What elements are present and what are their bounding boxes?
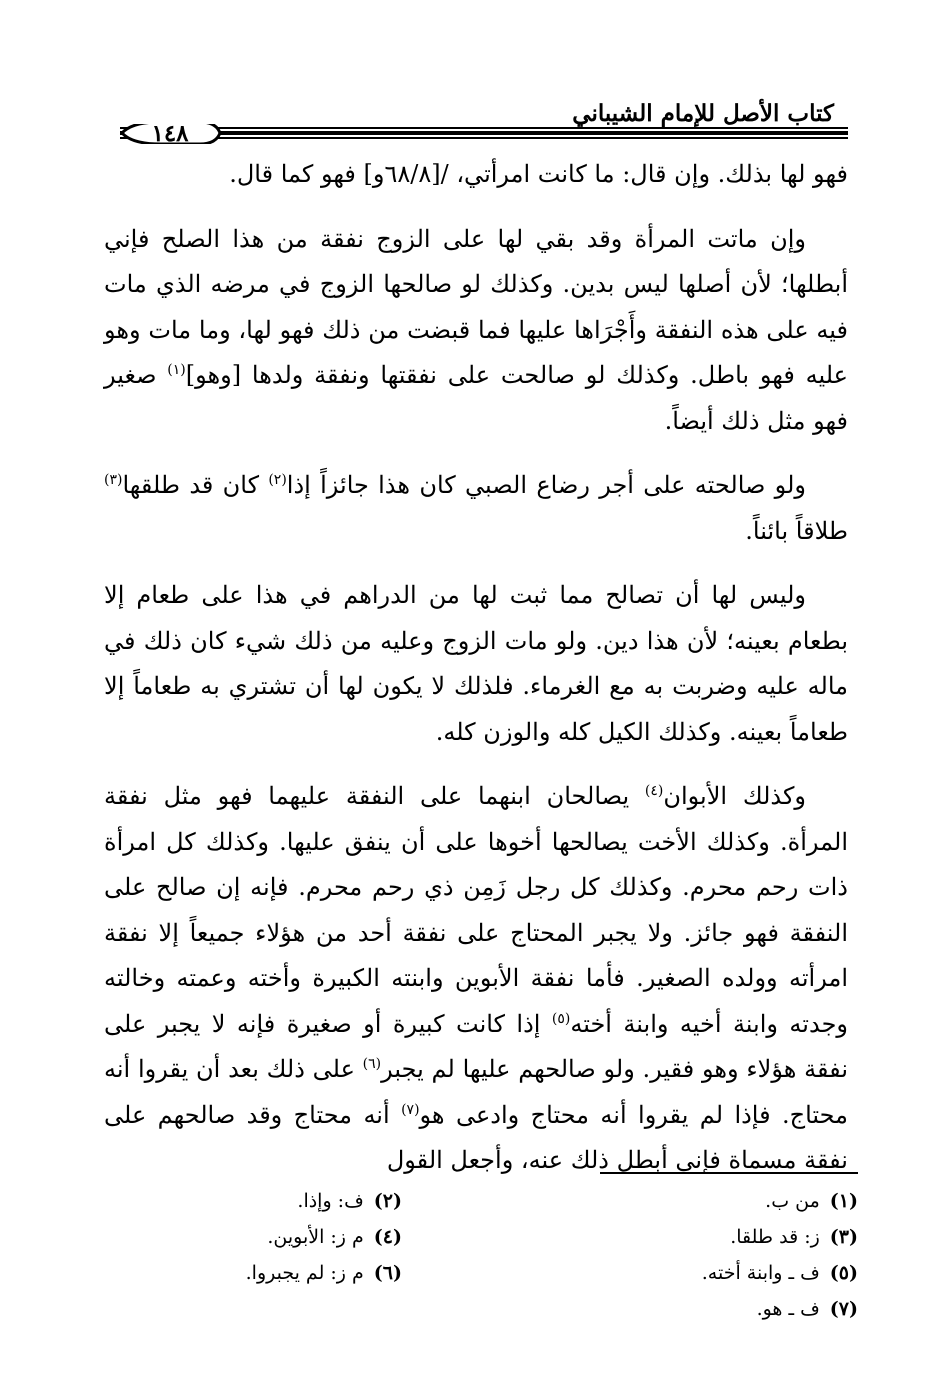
footnote-6: [150, 1255, 402, 1291]
paragraph-4: [104, 573, 848, 755]
footnote-number: (٥): [829, 1262, 858, 1284]
paragraph-3: [104, 463, 848, 554]
paragraph-2-text-b: صغير فهو مثل ذلك أيضاً.: [104, 361, 848, 435]
paragraph-3-text-c: طلاقاً بائناً.: [745, 516, 848, 545]
paragraph-1: [104, 152, 848, 198]
paragraph-2: [104, 217, 848, 445]
running-title: كتاب الأصل للإمام الشيباني: [572, 100, 834, 127]
footnote-text: ز: قد طلقا.: [730, 1226, 820, 1248]
footnote-text: ف ـ هو.: [756, 1298, 820, 1320]
footnote-text: ف: وإذا.: [297, 1190, 364, 1212]
paragraph-5-text-b: يصالحان ابنهما على النفقة عليهما فهو مثل نفقة المرأة. وكذلك الأخت يصالحها أخوها على أن ينفق عليها. وكذلك كل امرأة ذات رحم محرم. وكذلك كل رجل زَمِن ذي رحم محرم. فإنه إن صالح على النفقة فهو جائز. ولا يجبر المحتاج على نفقة أحد من هؤلاء جميعاً إلا نفقة امرأته وولده الصغير. فأما نفقة الأبوين وابنته الكبيرة وأخته وعمته وخالته وجدته وابنة أخيه وابنة أخته: [104, 782, 848, 1038]
footnote-ref-3[interactable]: (٣): [104, 472, 123, 488]
page-number: ١٤٨: [151, 120, 189, 147]
footnote-row: [150, 1183, 858, 1219]
footnote-number: (٦): [373, 1262, 402, 1284]
footnote-ref-1[interactable]: (١): [167, 362, 186, 378]
paragraph-3-text-b: كان قد طلقها: [122, 471, 269, 499]
paragraph-3-text-a: ولو صالحته على أجر رضاع الصبي كان هذا جائزاً إذا: [286, 471, 806, 499]
footnote-text: م ز: لم يجبروا.: [245, 1262, 364, 1284]
footnote-number: (٧): [829, 1298, 858, 1320]
paragraph-5-text-a: وكذلك الأبوان: [663, 782, 806, 810]
footnote-number: (٤): [373, 1226, 402, 1248]
footnote-2: [150, 1183, 402, 1219]
footnote-7: [402, 1291, 858, 1327]
footnote-number: (٢): [373, 1190, 402, 1212]
paragraph-5-text-e: أنه محتاج وقد صالحهم على نفقة مسماة فإني أبطل ذلك عنه، وأجعل القول: [104, 1100, 848, 1174]
footnote-1: [402, 1183, 858, 1219]
footnote-text: م ز: الأبوين.: [267, 1226, 364, 1248]
paragraph-4-text: وليس لها أن تصالح مما ثبت لها من الدراهم في هذا على طعام إلا بطعام بعينه؛ لأن هذا دين. ولو مات الزوج وعليه من ذلك شيء كان ذلك في ماله عليه وضربت به مع الغرماء. فلذلك لا يكون لها أن تشتري به طعاماً إلا طعاماً بعينه. وكذلك الكيل كله والوزن كله.: [104, 581, 848, 746]
footnote-ref-7[interactable]: (٧): [401, 1101, 420, 1118]
footnote-separator: [600, 1172, 858, 1174]
main-text: [104, 152, 848, 1184]
footnote-ref-4[interactable]: (٤): [644, 783, 664, 799]
paragraph-5-text-d: على ذلك بعد أن يقروا أنه محتاج. فإذا لم يقروا أنه محتاج وادعى هو: [104, 1055, 849, 1129]
footnote-3: [402, 1219, 858, 1255]
footnote-number: (٣): [829, 1226, 858, 1248]
footnote-5: [402, 1255, 858, 1291]
footnote-ref-2[interactable]: (٢): [268, 472, 287, 488]
footnote-number: (١): [829, 1190, 858, 1212]
footnote-4: [150, 1219, 402, 1255]
footnotes: [150, 1183, 858, 1327]
footnote-text: ف ـ وابنة أخته.: [701, 1262, 820, 1284]
paragraph-5-text-c: إذا كانت كبيرة أو صغيرة فإنه لا يجبر على نفقة هؤلاء وهو فقير. ولو صالحهم عليها لم يجبر: [104, 1009, 849, 1083]
header-rule-ornament: [120, 124, 848, 144]
paragraph-5: [104, 774, 848, 1184]
footnote-ref-6[interactable]: (٦): [362, 1056, 382, 1072]
paragraph-2-text-a: وإن ماتت المرأة وقد بقي لها على الزوج نفقة من هذا الصلح فإني أبطلها؛ لأن أصلها ليس بدين. وكذلك لو صالحها الزوج في مرضه الذي مات فيه على هذه النفقة وأَجْرَاها عليها فما قبضت من ذلك فهو لها، وما مات وهو عليه فهو باطل. وكذلك لو صالحت على نفقتها ونفقة ولدها [وهو]: [104, 224, 848, 389]
footnote-row: [150, 1255, 858, 1291]
footnote-ref-5[interactable]: (٥): [551, 1010, 571, 1027]
footnote-text: من ب.: [765, 1190, 820, 1212]
footnote-row: [150, 1219, 858, 1255]
paragraph-1-text: فهو لها بذلك. وإن قال: ما كانت امرأتي، /[٦٨/٨و] فهو كما قال.: [229, 160, 848, 188]
footnote-row: [150, 1291, 858, 1327]
